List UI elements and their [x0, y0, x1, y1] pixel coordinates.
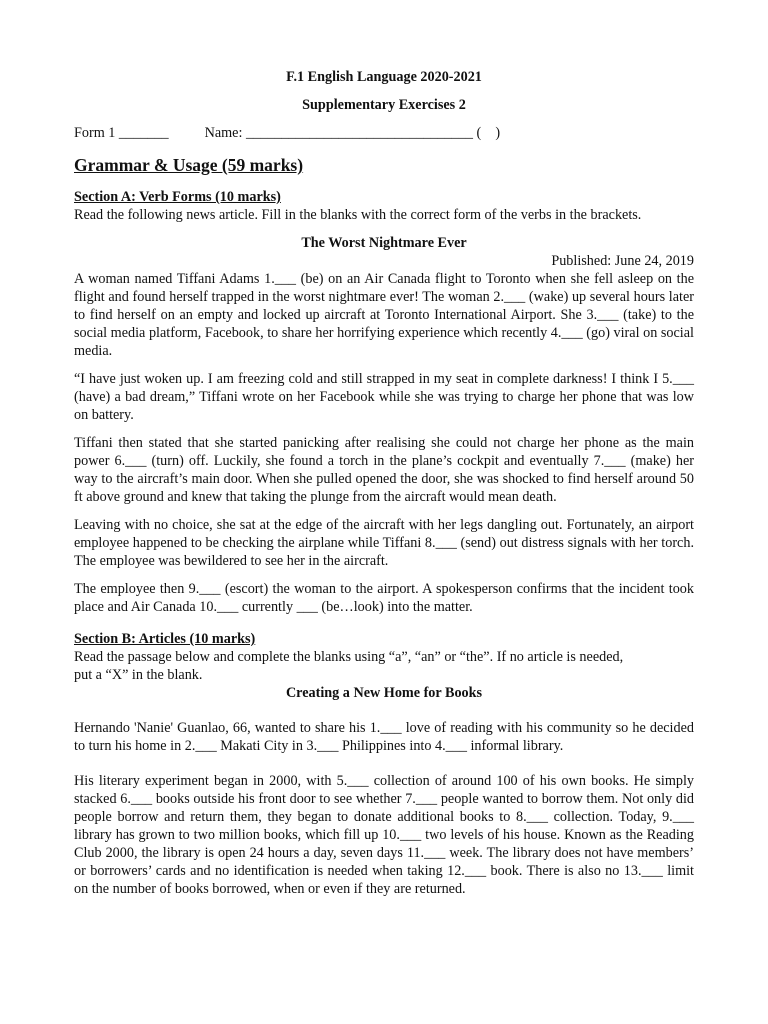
section-b-instruction-line2: put a “X” in the blank.: [74, 667, 203, 683]
section-a-title: Section A: Verb Forms (10 marks): [74, 189, 281, 205]
section-b-instruction-line1: Read the passage below and complete the blanks using “a”, “an” or “the”. If no article is needed,: [74, 649, 624, 665]
published-date: Published: June 24, 2019: [551, 253, 694, 269]
article-a-paragraph: A woman named Tiffani Adams 1.___ (be) on an Air Canada flight to Toronto when she fell asleep on the flight and found herself trapped in the worst nightmare ever! The woman 2.___ (wake) up several hours later to find herself on an empty and locked up aircraft at Toronto International Airport. She 3.___ (take) to the social media platform, Facebook, to share her horrifying experience which recently 4.___ (go) viral on social media.: [74, 271, 694, 359]
article-b-paragraph: Hernando 'Nanie' Guanlao, 66, wanted to share his 1.___ love of reading with his community so he decided to turn his home in 2.___ Makati City in 3.___ Philippines into 4.___ informal library.: [74, 720, 694, 754]
worksheet-title: F.1 English Language 2020-2021: [286, 69, 482, 85]
article-a-paragraph: The employee then 9.___ (escort) the woman to the airport. A spokesperson confirms that the incident took place and Air Canada 10.___ currently ___ (be…look) into the matter.: [74, 581, 694, 615]
section-a-instruction: Read the following news article. Fill in the blanks with the correct form of the verbs in the brackets.: [74, 207, 642, 223]
article-a-paragraph: “I have just woken up. I am freezing cold and still strapped in my seat in complete darkness! I think I 5.___ (have) a bad dream,” Tiffani wrote on her Facebook while she was trying to charge her phone that was low on battery.: [74, 371, 694, 423]
section-b-title: Section B: Articles (10 marks): [74, 631, 256, 647]
name-field[interactable]: Name: ________________________________ ( ): [204, 125, 501, 141]
grammar-heading: Grammar & Usage (59 marks): [74, 155, 304, 175]
article-b-title: Creating a New Home for Books: [285, 685, 483, 701]
worksheet-subtitle: Supplementary Exercises 2: [302, 97, 466, 113]
article-a-title: The Worst Nightmare Ever: [301, 235, 467, 251]
article-a-paragraph: Tiffani then stated that she started panicking after realising she could not charge her phone as the main power 6.___ (turn) off. Luckily, she found a torch in the plane’s cockpit and eventually 7.___ (make) her way to the aircraft’s main door. When she pulled opened the door, she was shocked to find herself around 50 ft above ground and knew that taking the plunge from the aircraft would mean death.: [74, 435, 694, 505]
article-b-paragraph: His literary experiment began in 2000, with 5.___ collection of around 100 of his own books. He simply stacked 6.___ books outside his front door to see whether 7.___ people wanted to borrow them. Not only did people borrow and return them, they began to donate additional books to 8.___ collection. Today, 9.___ library has grown to two million books, which fill up 10.___ two levels of his house. Known as the Reading Club 2000, the library is open 24 hours a day, seven days 11.___ week. The library does not have members’ or borrowers’ cards and no identification is needed when taking 12.___ book. There is also no 13.___ limit on the number of books borrowed, when or even if they are returned.: [74, 773, 694, 897]
student-info-line: [74, 124, 694, 142]
form-field[interactable]: Form 1 _______: [74, 125, 169, 141]
article-a-paragraph: Leaving with no choice, she sat at the edge of the aircraft with her legs dangling out. Fortunately, an airport employee happened to be checking the airplane while Tiffani 8.___ (send) out distress signals with her torch. The employee was bewildered to see her in the aircraft.: [74, 517, 694, 569]
